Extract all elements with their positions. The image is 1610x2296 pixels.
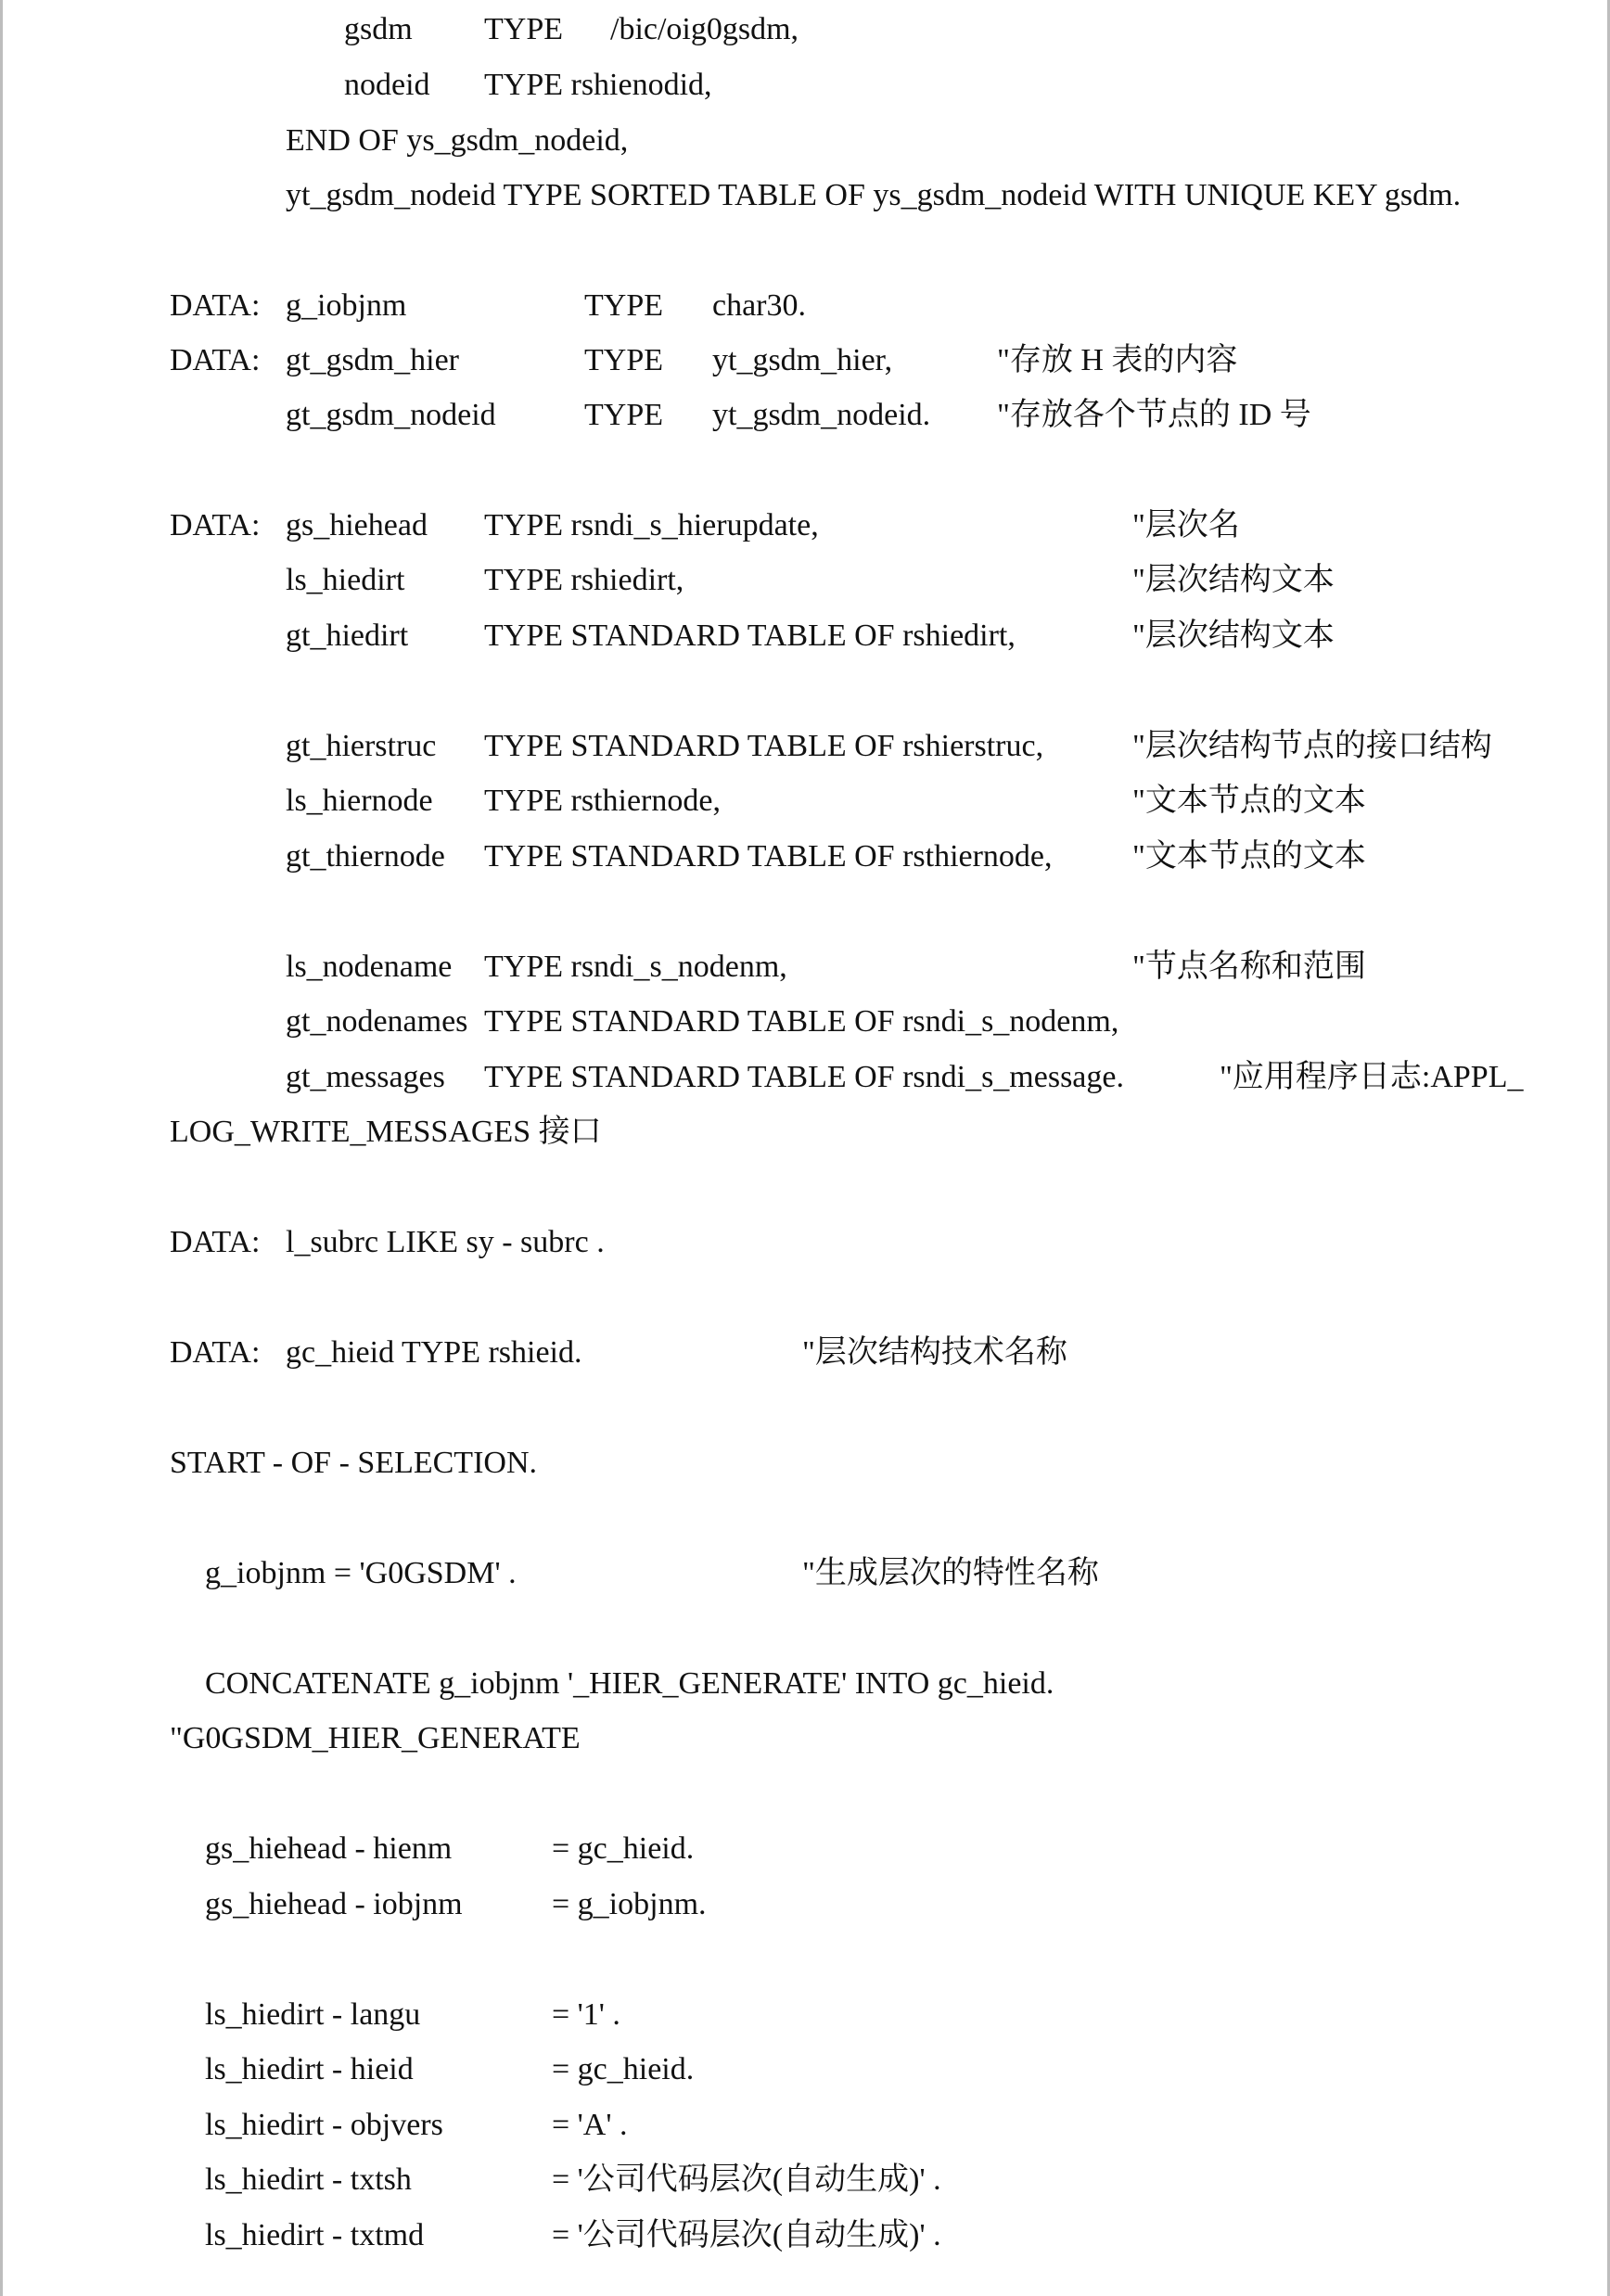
code-fragment: gc_hieid TYPE rshieid. [286,1335,582,1370]
code-fragment: yt_gsdm_nodeid TYPE SORTED TABLE OF ys_gsdm_nodeid WITH UNIQUE KEY gsdm. [286,178,1462,212]
code-fragment: DATA: [170,1335,261,1370]
code-fragment: gs_hiehead [286,508,428,542]
code-fragment: TYPE STANDARD TABLE OF rshiedirt, [484,619,1016,653]
code-fragment: TYPE STANDARD TABLE OF rsndi_s_message. [484,1060,1124,1094]
code-fragment: = gc_hieid. [552,2052,695,2086]
code-fragment: ls_hiedirt - objvers [205,2108,443,2142]
code-fragment: ls_hiedirt - txtsh [205,2162,412,2197]
code-fragment: CONCATENATE g_iobjnm '_HIER_GENERATE' INTO gc_hieid. [205,1666,1054,1701]
code-fragment: char30. [712,288,807,323]
code-fragment: ls_hiedirt [286,563,405,597]
code-fragment: "层次名 [1132,508,1240,542]
code-fragment: "文本节点的文本 [1132,839,1366,874]
code-fragment: TYPE rsndi_s_hierupdate, [484,508,819,542]
code-fragment: TYPE rshienodid, [484,68,712,102]
code-fragment: = '公司代码层次(自动生成)' . [552,2218,941,2252]
code-fragment: "层次结构文本 [1132,563,1335,597]
code-fragment: "层次结构技术名称 [802,1335,1067,1370]
code-fragment: ls_hiedirt - langu [205,1997,421,2032]
code-fragment: = '公司代码层次(自动生成)' . [552,2162,941,2197]
code-fragment: DATA: [170,288,261,323]
code-fragment: gs_hiehead - iobjnm [205,1887,463,1921]
code-fragment: l_subrc LIKE sy - subrc . [286,1225,605,1259]
code-fragment: "存放 H 表的内容 [997,343,1238,377]
code-fragment: DATA: [170,508,261,542]
code-fragment: "层次结构文本 [1132,619,1335,653]
code-fragment: = g_iobjnm. [552,1887,707,1921]
code-fragment: TYPE [584,343,663,377]
code-fragment: DATA: [170,343,261,377]
code-fragment: g_iobjnm = 'G0GSDM' . [205,1556,517,1590]
code-fragment: nodeid [344,68,430,102]
code-fragment: "存放各个节点的 ID 号 [997,398,1311,432]
code-fragment: "应用程序日志:APPL_ [1220,1060,1524,1094]
code-fragment: ls_nodename [286,950,453,984]
code-fragment: TYPE STANDARD TABLE OF rsthiernode, [484,839,1053,874]
code-fragment: "生成层次的特性名称 [802,1556,1099,1590]
code-fragment: "节点名称和范围 [1132,950,1366,984]
code-fragment: "层次结构节点的接口结构 [1132,729,1492,763]
code-fragment: TYPE STANDARD TABLE OF rsndi_s_nodenm, [484,1004,1119,1039]
code-fragment: ls_hiernode [286,784,433,818]
code-fragment: gt_hiedirt [286,619,409,653]
code-fragment: TYPE rsthiernode, [484,784,721,818]
code-fragment: "G0GSDM_HIER_GENERATE [170,1721,581,1755]
code-fragment: START - OF - SELECTION. [170,1446,537,1480]
code-fragment: LOG_WRITE_MESSAGES 接口 [170,1115,602,1149]
code-fragment: /bic/oig0gsdm, [610,12,799,46]
code-fragment: yt_gsdm_nodeid. [712,398,931,432]
code-fragment: "文本节点的文本 [1132,784,1366,818]
code-fragment: gt_nodenames [286,1004,468,1039]
code-fragment: DATA: [170,1225,261,1259]
code-fragment: END OF ys_gsdm_nodeid, [286,123,629,158]
code-fragment: = '1' . [552,1997,620,2032]
code-fragment: gt_hierstruc [286,729,437,763]
code-fragment: gt_gsdm_nodeid [286,398,496,432]
code-fragment: = 'A' . [552,2108,628,2142]
code-fragment: TYPE [584,398,663,432]
code-fragment: gt_thiernode [286,839,445,874]
code-fragment: TYPE STANDARD TABLE OF rshierstruc, [484,729,1044,763]
code-fragment: TYPE rsndi_s_nodenm, [484,950,787,984]
code-fragment: gsdm [344,12,413,46]
code-fragment: = gc_hieid. [552,1831,695,1866]
code-fragment: TYPE [584,288,663,323]
code-fragment: gt_messages [286,1060,445,1094]
code-fragment: g_iobjnm [286,288,407,323]
code-fragment: gs_hiehead - hienm [205,1831,453,1866]
code-fragment: TYPE rshiedirt, [484,563,684,597]
code-fragment: ls_hiedirt - txtmd [205,2218,425,2252]
code-fragment: gt_gsdm_hier [286,343,459,377]
code-fragment: yt_gsdm_hier, [712,343,893,377]
code-fragment: TYPE [484,12,563,46]
code-fragment: ls_hiedirt - hieid [205,2052,414,2086]
